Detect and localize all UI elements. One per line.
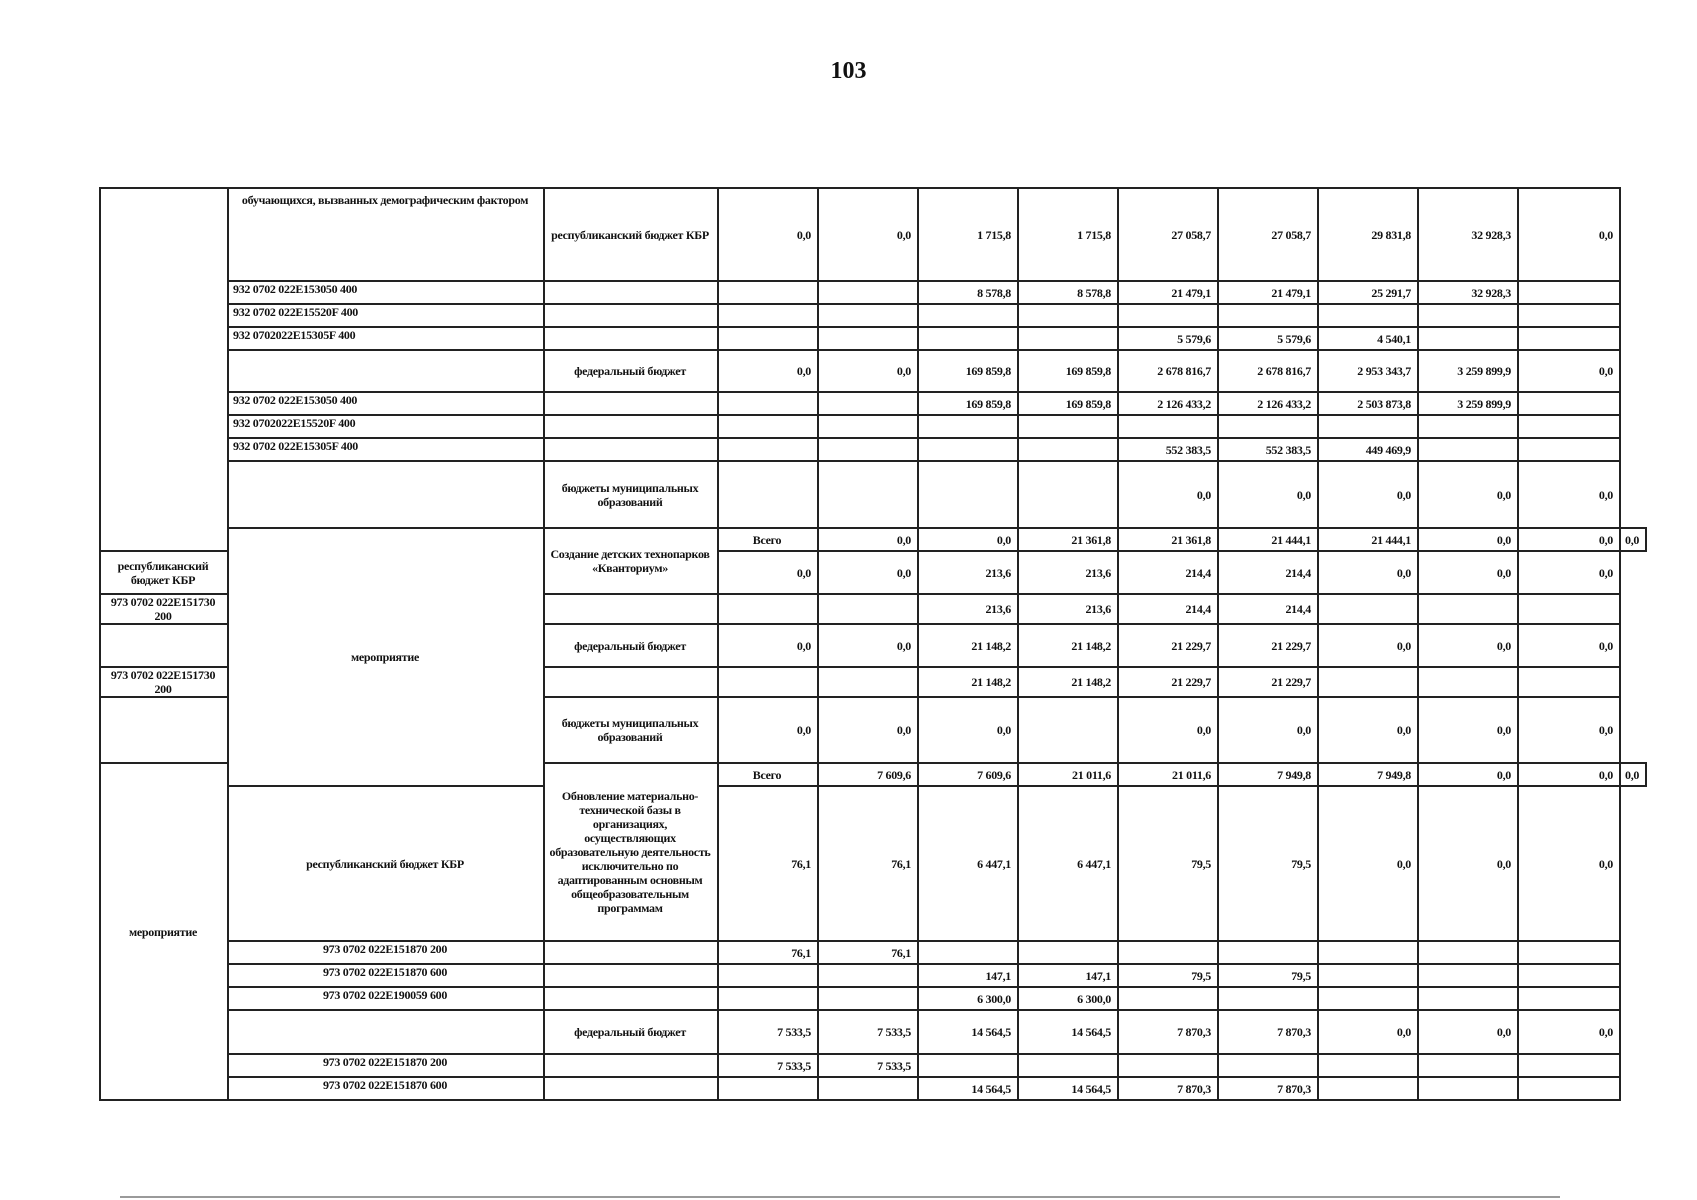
value-cell: 0,0 (1418, 551, 1518, 594)
value-cell: 29 831,8 (1318, 188, 1418, 281)
value-cell: 21 011,6 (1118, 763, 1218, 786)
source-label: Всего (718, 763, 818, 786)
value-cell: 213,6 (1018, 551, 1118, 594)
value-cell: 14 564,5 (1018, 1010, 1118, 1054)
value-cell (1318, 941, 1418, 964)
value-cell (1118, 304, 1218, 327)
source-label (544, 964, 718, 987)
budget-code: 973 0702 022E151870 600 (228, 964, 544, 987)
value-cell: 0,0 (1418, 461, 1518, 528)
table-row (100, 1077, 1646, 1100)
value-cell: 0,0 (1418, 528, 1518, 551)
budget-code: 973 0702 022E190059 600 (228, 987, 544, 1010)
value-cell (718, 392, 818, 415)
value-cell (718, 281, 818, 304)
source-label (544, 392, 718, 415)
value-cell (818, 392, 918, 415)
value-cell: 7 870,3 (1118, 1010, 1218, 1054)
budget-code (100, 624, 228, 667)
value-cell: 0,0 (1218, 697, 1318, 763)
value-cell: 0,0 (818, 528, 918, 551)
value-cell: 0,0 (718, 624, 818, 667)
value-cell (718, 304, 818, 327)
value-cell: 0,0 (1518, 528, 1620, 551)
value-cell: 0,0 (1318, 624, 1418, 667)
value-cell: 7 949,8 (1318, 763, 1418, 786)
value-cell: 14 564,5 (918, 1010, 1018, 1054)
value-cell (1418, 941, 1518, 964)
value-cell (1518, 304, 1620, 327)
budget-table-sheet (99, 187, 1647, 1101)
value-cell (718, 327, 818, 350)
kind-cell: мероприятие (100, 763, 228, 1100)
value-cell (1518, 438, 1620, 461)
value-cell (918, 327, 1018, 350)
value-cell: 0,0 (1318, 1010, 1418, 1054)
source-label: федеральный бюджет (544, 1010, 718, 1054)
value-cell: 21 229,7 (1118, 667, 1218, 697)
value-cell: 6 447,1 (918, 786, 1018, 941)
table-row (100, 1010, 1646, 1054)
value-cell (918, 941, 1018, 964)
value-cell: 0,0 (718, 551, 818, 594)
value-cell: 2 678 816,7 (1118, 350, 1218, 392)
value-cell (818, 438, 918, 461)
source-label (544, 667, 718, 697)
value-cell: 8 578,8 (1018, 281, 1118, 304)
value-cell (1518, 281, 1620, 304)
value-cell (1218, 415, 1318, 438)
value-cell: 21 148,2 (918, 624, 1018, 667)
value-cell: 0,0 (1518, 461, 1620, 528)
value-cell (1118, 415, 1218, 438)
value-cell: 76,1 (818, 941, 918, 964)
source-label: республиканский бюджет КБР (228, 786, 544, 941)
value-cell: 0,0 (718, 350, 818, 392)
value-cell: 2 126 433,2 (1118, 392, 1218, 415)
budget-code: 932 0702 022E153050 400 (228, 281, 544, 304)
value-cell (1018, 438, 1118, 461)
value-cell (1118, 1054, 1218, 1077)
value-cell (1518, 964, 1620, 987)
value-cell: 169 859,8 (1018, 392, 1118, 415)
value-cell: 0,0 (1318, 786, 1418, 941)
value-cell (818, 964, 918, 987)
value-cell (1318, 594, 1418, 624)
value-cell: 7 533,5 (718, 1010, 818, 1054)
value-cell (1418, 327, 1518, 350)
value-cell: 552 383,5 (1118, 438, 1218, 461)
value-cell: 0,0 (1418, 763, 1518, 786)
value-cell: 213,6 (918, 594, 1018, 624)
value-cell: 5 579,6 (1218, 327, 1318, 350)
table-row (100, 304, 1646, 327)
budget-code (228, 461, 544, 528)
table-row (100, 281, 1646, 304)
value-cell: 6 447,1 (1018, 786, 1118, 941)
value-cell (1018, 941, 1118, 964)
value-cell: 0,0 (918, 697, 1018, 763)
value-cell (1518, 667, 1620, 697)
value-cell (1418, 964, 1518, 987)
value-cell: 214,4 (1118, 551, 1218, 594)
value-cell (1018, 697, 1118, 763)
value-cell: 214,4 (1218, 594, 1318, 624)
value-cell: 3 259 899,9 (1418, 392, 1518, 415)
value-cell: 79,5 (1218, 786, 1318, 941)
value-cell (1418, 415, 1518, 438)
value-cell (1318, 1054, 1418, 1077)
table-row (100, 188, 1646, 281)
value-cell: 7 533,5 (718, 1054, 818, 1077)
value-cell (718, 987, 818, 1010)
budget-code: 973 0702 022E151730 200 (100, 594, 228, 624)
page-number: 103 (830, 58, 867, 84)
value-cell: 7 870,3 (1118, 1077, 1218, 1100)
value-cell: 27 058,7 (1118, 188, 1218, 281)
budget-code: 973 0702 022E151870 200 (228, 1054, 544, 1077)
value-cell: 0,0 (1518, 624, 1620, 667)
budget-code: 973 0702 022E151870 200 (228, 941, 544, 964)
value-cell (918, 1054, 1018, 1077)
value-cell: 449 469,9 (1318, 438, 1418, 461)
value-cell: 14 564,5 (1018, 1077, 1118, 1100)
table-row (100, 941, 1646, 964)
source-label: бюджеты муниципальных образований (544, 697, 718, 763)
value-cell: 76,1 (818, 786, 918, 941)
value-cell (1018, 1054, 1118, 1077)
description-cell: обучающихся, вызванных демографическим фактором (228, 188, 544, 281)
value-cell: 0,0 (718, 697, 818, 763)
value-cell: 0,0 (818, 697, 918, 763)
value-cell (1318, 415, 1418, 438)
value-cell: 21 011,6 (1018, 763, 1118, 786)
value-cell: 0,0 (1418, 1010, 1518, 1054)
value-cell: 0,0 (1318, 551, 1418, 594)
value-cell (1418, 594, 1518, 624)
source-label (544, 304, 718, 327)
value-cell (1518, 392, 1620, 415)
value-cell: 0,0 (1518, 697, 1620, 763)
source-label (544, 1077, 718, 1100)
source-label (544, 594, 718, 624)
value-cell (918, 415, 1018, 438)
table-row (100, 461, 1646, 528)
value-cell (818, 594, 918, 624)
budget-code: 932 0702 022E15520F 400 (228, 304, 544, 327)
value-cell: 0,0 (1418, 697, 1518, 763)
value-cell: 0,0 (818, 350, 918, 392)
value-cell: 2 678 816,7 (1218, 350, 1318, 392)
value-cell: 21 479,1 (1218, 281, 1318, 304)
value-cell: 2 953 343,7 (1318, 350, 1418, 392)
value-cell (1518, 327, 1620, 350)
source-label (544, 281, 718, 304)
value-cell (1218, 987, 1318, 1010)
value-cell: 0,0 (1518, 1010, 1620, 1054)
value-cell (718, 964, 818, 987)
table-row (100, 392, 1646, 415)
value-cell: 1 715,8 (1018, 188, 1118, 281)
budget-code: 932 0702 022E153050 400 (228, 392, 544, 415)
value-cell: 21 479,1 (1118, 281, 1218, 304)
value-cell (818, 304, 918, 327)
kind-cell: мероприятие (228, 528, 544, 786)
value-cell: 2 126 433,2 (1218, 392, 1318, 415)
value-cell (918, 438, 1018, 461)
value-cell: 32 928,3 (1418, 281, 1518, 304)
value-cell: 0,0 (1518, 188, 1620, 281)
value-cell (1418, 1077, 1518, 1100)
value-cell (1518, 415, 1620, 438)
value-cell: 0,0 (1518, 350, 1620, 392)
value-cell: 7 870,3 (1218, 1010, 1318, 1054)
value-cell (918, 461, 1018, 528)
value-cell: 3 259 899,9 (1418, 350, 1518, 392)
value-cell (1218, 941, 1318, 964)
table-row (100, 327, 1646, 350)
value-cell (818, 415, 918, 438)
value-cell: 27 058,7 (1218, 188, 1318, 281)
value-cell: 0,0 (1418, 624, 1518, 667)
value-cell: 76,1 (718, 786, 818, 941)
value-cell: 7 949,8 (1218, 763, 1318, 786)
value-cell: 21 444,1 (1318, 528, 1418, 551)
value-cell: 4 540,1 (1318, 327, 1418, 350)
value-cell: 147,1 (918, 964, 1018, 987)
budget-code (100, 697, 228, 763)
value-cell: 169 859,8 (1018, 350, 1118, 392)
value-cell: 79,5 (1118, 786, 1218, 941)
value-cell: 76,1 (718, 941, 818, 964)
value-cell: 7 533,5 (818, 1010, 918, 1054)
value-cell: 0,0 (918, 528, 1018, 551)
value-cell: 169 859,8 (918, 350, 1018, 392)
value-cell: 21 148,2 (918, 667, 1018, 697)
value-cell: 0,0 (1620, 763, 1646, 786)
value-cell (818, 987, 918, 1010)
source-label: республиканский бюджет КБР (100, 551, 228, 594)
value-cell (1418, 987, 1518, 1010)
value-cell: 6 300,0 (1018, 987, 1118, 1010)
table-row (100, 438, 1646, 461)
value-cell: 0,0 (1118, 697, 1218, 763)
source-label (544, 1054, 718, 1077)
value-cell: 213,6 (1018, 594, 1118, 624)
value-cell: 0,0 (1318, 697, 1418, 763)
value-cell (1518, 594, 1620, 624)
value-cell (1518, 1077, 1620, 1100)
value-cell: 147,1 (1018, 964, 1118, 987)
value-cell: 7 533,5 (818, 1054, 918, 1077)
source-label: федеральный бюджет (544, 350, 718, 392)
value-cell: 0,0 (1318, 461, 1418, 528)
value-cell (1318, 987, 1418, 1010)
budget-code: 932 0702022E15520F 400 (228, 415, 544, 438)
budget-code: 932 0702022E15305F 400 (228, 327, 544, 350)
value-cell: 0,0 (1418, 786, 1518, 941)
value-cell (1018, 327, 1118, 350)
value-cell (1018, 461, 1118, 528)
value-cell (1318, 964, 1418, 987)
value-cell: 21 229,7 (1118, 624, 1218, 667)
value-cell (1518, 941, 1620, 964)
description-cell: Создание детских технопарков «Кванториум» (544, 528, 718, 594)
budget-code: 973 0702 022E151870 600 (228, 1077, 544, 1100)
value-cell: 79,5 (1118, 964, 1218, 987)
value-cell (718, 461, 818, 528)
value-cell: 21 361,8 (1118, 528, 1218, 551)
budget-code (228, 1010, 544, 1054)
value-cell: 0,0 (818, 551, 918, 594)
value-cell (1318, 667, 1418, 697)
value-cell (818, 1077, 918, 1100)
value-cell: 214,4 (1118, 594, 1218, 624)
value-cell (1418, 1054, 1518, 1077)
value-cell: 21 148,2 (1018, 667, 1118, 697)
value-cell: 25 291,7 (1318, 281, 1418, 304)
value-cell: 0,0 (1620, 528, 1646, 551)
value-cell: 7 609,6 (818, 763, 918, 786)
value-cell (1118, 987, 1218, 1010)
value-cell (1018, 304, 1118, 327)
value-cell (718, 438, 818, 461)
value-cell: 7 609,6 (918, 763, 1018, 786)
budget-code: 973 0702 022E151730 200 (100, 667, 228, 697)
source-label (544, 327, 718, 350)
value-cell: 0,0 (818, 624, 918, 667)
scan-artifact-line (120, 1196, 1560, 1198)
value-cell: 21 361,8 (1018, 528, 1118, 551)
value-cell: 2 503 873,8 (1318, 392, 1418, 415)
value-cell: 14 564,5 (918, 1077, 1018, 1100)
value-cell (918, 304, 1018, 327)
value-cell (1418, 438, 1518, 461)
value-cell: 0,0 (1118, 461, 1218, 528)
value-cell (1118, 941, 1218, 964)
table-row (100, 964, 1646, 987)
budget-table (99, 187, 1647, 1101)
source-label: федеральный бюджет (544, 624, 718, 667)
value-cell (1318, 1077, 1418, 1100)
source-label: республиканский бюджет КБР (544, 188, 718, 281)
value-cell (818, 667, 918, 697)
source-label (544, 941, 718, 964)
value-cell: 6 300,0 (918, 987, 1018, 1010)
description-cell: Обновление материально-технической базы в организациях, осуществляющих образовательную деятельность исключительно по адаптированным основным общеобразовательным программам (544, 763, 718, 941)
value-cell: 5 579,6 (1118, 327, 1218, 350)
value-cell (718, 415, 818, 438)
value-cell: 21 444,1 (1218, 528, 1318, 551)
table-row (100, 987, 1646, 1010)
value-cell: 21 148,2 (1018, 624, 1118, 667)
value-cell: 214,4 (1218, 551, 1318, 594)
table-row (100, 786, 1646, 941)
value-cell (818, 461, 918, 528)
value-cell (818, 281, 918, 304)
table-row (100, 350, 1646, 392)
source-label (544, 987, 718, 1010)
value-cell (718, 667, 818, 697)
value-cell (1318, 304, 1418, 327)
value-cell: 21 229,7 (1218, 624, 1318, 667)
source-label: бюджеты муниципальных образований (544, 461, 718, 528)
table-row (100, 528, 1646, 551)
value-cell: 0,0 (1518, 763, 1620, 786)
value-cell (718, 1077, 818, 1100)
value-cell: 0,0 (818, 188, 918, 281)
value-cell (1018, 415, 1118, 438)
value-cell (1418, 304, 1518, 327)
value-cell: 0,0 (1518, 551, 1620, 594)
source-label (544, 438, 718, 461)
value-cell (1218, 1054, 1318, 1077)
value-cell (1518, 987, 1620, 1010)
value-cell (1218, 304, 1318, 327)
budget-code: 932 0702 022E15305F 400 (228, 438, 544, 461)
source-label: Всего (718, 528, 818, 551)
value-cell: 32 928,3 (1418, 188, 1518, 281)
table-row (100, 415, 1646, 438)
value-cell: 0,0 (1218, 461, 1318, 528)
value-cell (718, 594, 818, 624)
value-cell: 552 383,5 (1218, 438, 1318, 461)
value-cell: 213,6 (918, 551, 1018, 594)
budget-code (228, 350, 544, 392)
value-cell: 21 229,7 (1218, 667, 1318, 697)
value-cell: 1 715,8 (918, 188, 1018, 281)
value-cell: 169 859,8 (918, 392, 1018, 415)
value-cell: 0,0 (1518, 786, 1620, 941)
value-cell: 0,0 (718, 188, 818, 281)
value-cell: 8 578,8 (918, 281, 1018, 304)
table-row (100, 1054, 1646, 1077)
value-cell (818, 327, 918, 350)
value-cell: 79,5 (1218, 964, 1318, 987)
value-cell (1518, 1054, 1620, 1077)
source-label (544, 415, 718, 438)
kind-cell (100, 188, 228, 551)
value-cell (1418, 667, 1518, 697)
value-cell: 7 870,3 (1218, 1077, 1318, 1100)
